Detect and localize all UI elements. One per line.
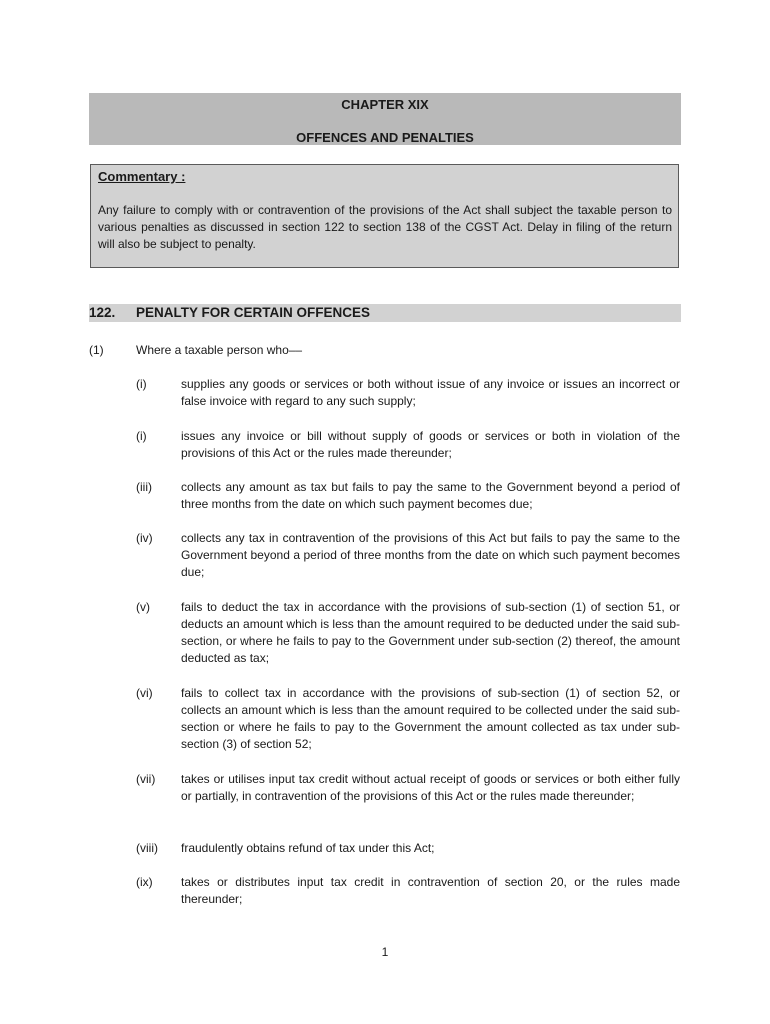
chapter-number: CHAPTER XIX — [341, 97, 429, 112]
clause-number: (vi) — [136, 686, 153, 700]
clause-text: fraudulently obtains refund of tax under this Act; — [181, 841, 435, 855]
clause-number: (vii) — [136, 772, 156, 786]
clause-number: (i) — [136, 377, 147, 391]
clause-number: (i) — [136, 429, 147, 443]
subsection-text: Where a taxable person who–– — [136, 343, 303, 357]
commentary-box — [90, 164, 679, 268]
clause-text: takes or distributes input tax credit in contravention of section 20, or the rules made thereunder; — [181, 875, 680, 906]
clause-text: takes or utilises input tax credit without actual receipt of goods or services or both either fully or partially, in contravention of the provisions of this Act or the rules made thereunder; — [181, 772, 680, 803]
clause-text: collects any tax in contravention of the provisions of this Act but fails to pay the same to the Government beyond a period of three months from the date on which such payment becomes due; — [181, 531, 680, 579]
clause-number: (ix) — [136, 875, 153, 889]
clause-text: fails to collect tax in accordance with the provisions of sub-section (1) of section 52, or collects an amount which is less than the amount required to be collected under the said sub-section or where he fails to pay to the Government the amount collected as tax under sub-section (3) of section 52; — [181, 686, 680, 751]
section-title: PENALTY FOR CERTAIN OFFENCES — [136, 305, 371, 320]
clause-text: fails to deduct the tax in accordance with the provisions of sub-section (1) of section 51, or deducts an amount which is less than the amount required to be deducted under the said sub-section, or where he fails to pay to the Government under sub-section (2) thereof, the amount deducted as tax; — [181, 600, 680, 665]
clause-number: (v) — [136, 600, 150, 614]
clause-text: issues any invoice or bill without supply of goods or services or both in violation of the provisions of this Act or the rules made thereunder; — [181, 429, 680, 460]
clause-number: (viii) — [136, 841, 158, 855]
chapter-title: OFFENCES AND PENALTIES — [296, 130, 474, 145]
page-number: 1 — [381, 945, 389, 959]
clause-number: (iii) — [136, 480, 152, 494]
section-number: 122. — [89, 305, 116, 320]
chapter-header — [89, 93, 681, 145]
clause-text: supplies any goods or services or both without issue of any invoice or issues an incorrect or false invoice with regard to any such supply; — [181, 377, 680, 408]
commentary-title: Commentary : — [98, 169, 186, 184]
clause-text: collects any amount as tax but fails to pay the same to the Government beyond a period of three months from the date on which such payment becomes due; — [181, 480, 680, 511]
subsection-number: (1) — [89, 343, 104, 357]
clause-number: (iv) — [136, 531, 153, 545]
commentary-body: Any failure to comply with or contravention of the provisions of the Act shall subject the taxable person to various penalties as discussed in section 122 to section 138 of the CGST Act. Delay in filing of the return will also be subject to penalty. — [98, 203, 672, 251]
section-heading — [89, 304, 681, 322]
